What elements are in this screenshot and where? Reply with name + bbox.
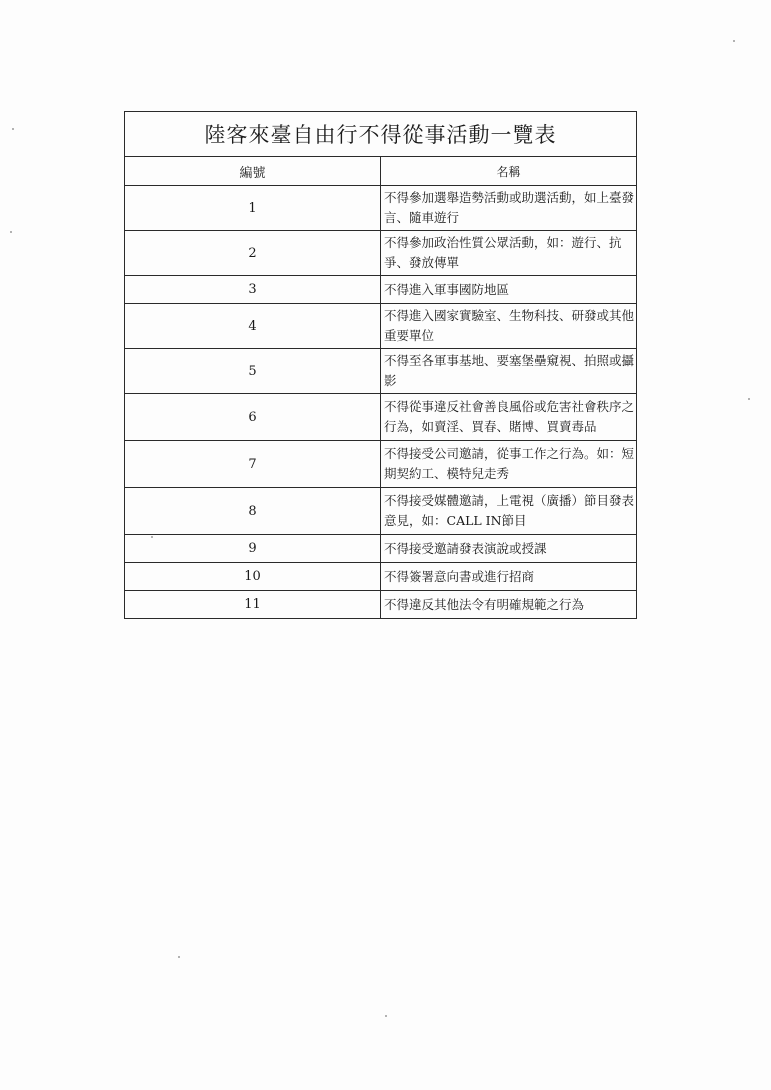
- scan-speck: [733, 40, 735, 42]
- table-row: [125, 535, 637, 563]
- row-number: 7: [125, 441, 381, 488]
- table-row: [125, 349, 637, 394]
- row-text: 不得至各軍事基地、要塞堡壘窺視、拍照或攝影: [381, 349, 637, 394]
- scan-speck: [178, 956, 180, 958]
- row-number: 6: [125, 394, 381, 441]
- row-number: 10: [125, 563, 381, 591]
- scan-speck: [12, 128, 14, 130]
- scan-speck: [748, 398, 750, 400]
- row-text: 不得從事違反社會善良風俗或危害社會秩序之行為，如賣淫、買春、賭博、買賣毒品: [381, 394, 637, 441]
- row-text: 不得參加政治性質公眾活動，如：遊行、抗爭、發放傳單: [381, 231, 637, 276]
- scan-speck: [10, 231, 12, 233]
- row-number: 1: [125, 186, 381, 231]
- row-text: 不得進入國家實驗室、生物科技、研發或其他重要單位: [381, 304, 637, 349]
- scan-speck: [151, 536, 153, 538]
- row-text: 不得接受邀請發表演說或授課: [381, 535, 637, 563]
- table-title: 陸客來臺自由行不得從事活動一覽表: [125, 112, 637, 157]
- restricted-activities-table: [124, 111, 637, 619]
- scan-speck: [385, 1015, 387, 1017]
- row-text: 不得簽署意向書或進行招商: [381, 563, 637, 591]
- table-row: [125, 276, 637, 304]
- row-text: 不得參加選舉造勢活動或助選活動，如上臺發言、隨車遊行: [381, 186, 637, 231]
- row-number: 5: [125, 349, 381, 394]
- row-text: 不得進入軍事國防地區: [381, 276, 637, 304]
- table-row: [125, 563, 637, 591]
- row-text: 不得接受媒體邀請，上電視（廣播）節目發表意見，如：CALL IN節目: [381, 488, 637, 535]
- table-row: [125, 488, 637, 535]
- table-row: [125, 231, 637, 276]
- row-text: 不得違反其他法令有明確規範之行為: [381, 591, 637, 619]
- row-number: 2: [125, 231, 381, 276]
- row-number: 11: [125, 591, 381, 619]
- row-number: 9: [125, 535, 381, 563]
- table-row: [125, 394, 637, 441]
- row-number: 8: [125, 488, 381, 535]
- table-row: [125, 186, 637, 231]
- row-number: 4: [125, 304, 381, 349]
- row-text: 不得接受公司邀請，從事工作之行為。如：短期契約工、模特兒走秀: [381, 441, 637, 488]
- table-row: [125, 591, 637, 619]
- table-row: [125, 441, 637, 488]
- row-number: 3: [125, 276, 381, 304]
- header-number: 編號: [125, 157, 381, 186]
- table-row: [125, 304, 637, 349]
- header-name: 名稱: [381, 157, 637, 186]
